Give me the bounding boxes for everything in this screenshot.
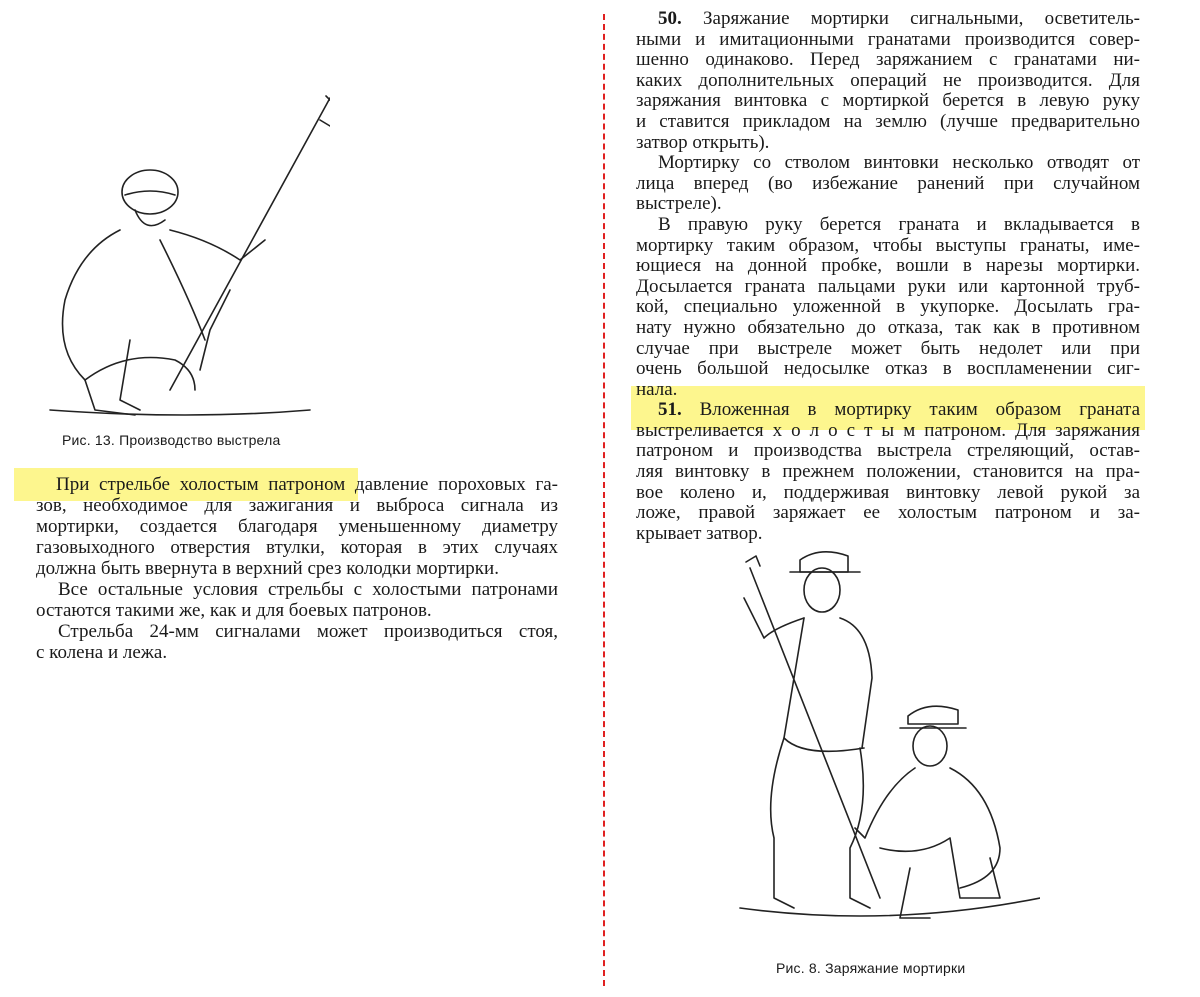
text-line: [36, 474, 558, 495]
figure-caption-13: Рис. 13. Производство выстрела: [62, 432, 281, 448]
text-line: заряжания винтовка с мортиркой берется в левую руку: [636, 90, 1140, 112]
paragraph-number: 51.: [658, 399, 682, 421]
text-line: случае при выстреле может быть недолет или при: [636, 337, 1140, 359]
text-line: кой, специально уложенной в укупорке. Досылать гра-: [636, 296, 1140, 318]
text-line: ющиеся на донной пробке, вошли в нарезы мортирки.: [636, 255, 1140, 277]
text-line: ными и имитационными гранатами производится совер-: [636, 28, 1140, 50]
text-line: мортирки, создается благодаря уменьшенному диаметру: [36, 516, 558, 537]
text-line: шенно одинаково. Перед заряжанием с гранатами ни-: [636, 49, 1140, 71]
text-line: Все остальные условия стрельбы с холостыми патронами: [58, 579, 558, 600]
text-line: выстреле).: [636, 193, 722, 215]
text-line: должна быть ввернута в верхний срез колодки мортирки.: [36, 558, 499, 579]
highlighted-phrase: При стрельбе холостым патроном: [56, 474, 346, 495]
text-fragment: Вложенная в мортирку таким образом граната: [699, 399, 1141, 421]
text-line: лица вперед (во избежание ранений при случайном: [636, 172, 1140, 194]
text-line: ложе, правой заряжает ее холостым патроном и за-: [636, 502, 1140, 524]
illustration-kneeling-soldier: [30, 90, 330, 430]
text-line: каких дополнительных операций не производится. Для: [636, 69, 1140, 91]
text-line: остаются такими же, как и для боевых патронов.: [36, 600, 432, 621]
text-line: и ставится прикладом на землю (лучше предварительно: [636, 110, 1140, 132]
text-line: нату нужно обязательно до отказа, так как в противном: [636, 316, 1140, 338]
text-line: газовыходного отверстия втулки, которая в этих случаях: [36, 537, 558, 558]
paragraph-number: 50.: [658, 8, 682, 29]
figure-caption-8: Рис. 8. Заряжание мортирки: [776, 960, 966, 976]
illustration-loading-mortar: [720, 548, 1040, 948]
text-line: Мортирку со стволом винтовки несколько отводят от: [658, 152, 1140, 174]
text-line: выстреливается х о л о с т ы м патроном. Для заряжания: [636, 419, 1140, 441]
text-line: ляя винтовку в прежнем положении, становится на пра-: [636, 461, 1140, 483]
text-line: нала.: [636, 378, 678, 400]
text-line: очень большой недосылке отказ в воспламенении сиг-: [636, 358, 1140, 380]
text-line: патроном и производства выстрела стреляющий, остав-: [636, 440, 1140, 462]
text-line: В правую руку берется граната и вкладывается в: [658, 213, 1140, 235]
text-line: с колена и лежа.: [36, 642, 168, 663]
text-line: Стрельба 24-мм сигналами может производиться стоя,: [58, 621, 558, 642]
column-divider: [603, 14, 605, 986]
text-line: [636, 400, 1140, 421]
text-line: крывает затвор.: [636, 522, 763, 544]
text-line: Досылается граната пальцами руки или картонной труб-: [636, 275, 1140, 297]
text-fragment: Заряжание мортирки сигнальными, осветитель-: [703, 8, 1141, 29]
text-line: вое колено и, поддерживая винтовку левой рукой за: [636, 481, 1140, 503]
right-text-block: [636, 9, 1140, 544]
text-line: зов, необходимое для зажигания и выброса сигнала из: [36, 495, 558, 516]
text-line: мортирку таким образом, чтобы выступы гранаты, име-: [636, 234, 1140, 256]
text-line: [636, 9, 1140, 30]
text-line: затвор открыть).: [636, 131, 770, 153]
text-fragment: давление пороховых га-: [354, 474, 559, 495]
left-text-block: [36, 474, 558, 663]
